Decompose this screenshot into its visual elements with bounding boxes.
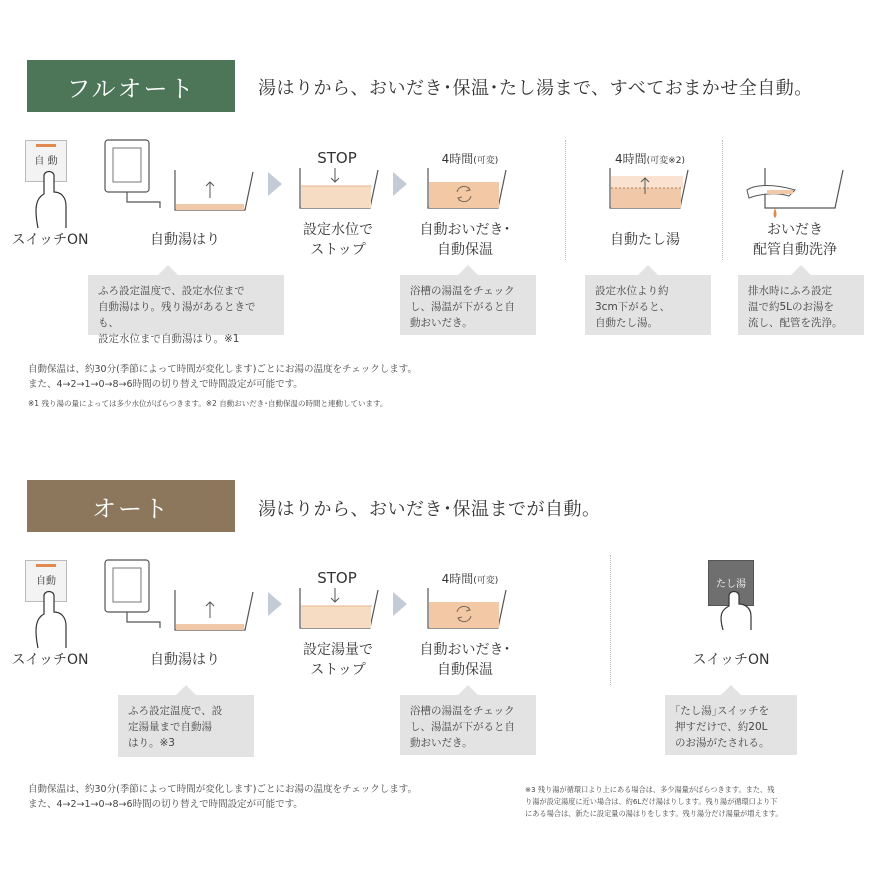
bathtub-full-icon <box>300 168 380 213</box>
keep-label-line1: 自動おいだき･ <box>419 642 511 658</box>
bathtub-reheat-icon <box>428 168 508 213</box>
add-time-value: 4時間 <box>615 152 647 166</box>
keep-label-line2: 自動保温 <box>437 242 493 258</box>
pipe-cleaning-label <box>740 220 850 260</box>
pipe-cleaning-icon <box>745 168 845 223</box>
keep-time-label <box>420 150 520 167</box>
auto-footnote <box>525 784 783 820</box>
switch-indicator <box>36 144 56 147</box>
note-line: 排水時にふろ設定 <box>748 285 832 297</box>
note-add-water-switch <box>665 695 797 755</box>
note-line: 温で約5Lのお湯を <box>748 301 835 313</box>
keep-label <box>410 640 520 680</box>
keep-time-value: 4時間 <box>441 572 474 586</box>
flow-arrow-icon <box>393 172 407 196</box>
keep-time-note: (可変) <box>473 576 499 586</box>
note-auto-reheat <box>400 695 536 755</box>
stop-label-line2: ストップ <box>310 662 366 678</box>
keep-time-note: (可変) <box>473 156 499 166</box>
full-auto-footer <box>28 362 417 392</box>
note-line: 自動湯はり。残り湯があるときでも、 <box>98 301 256 329</box>
bathtub-full-icon <box>300 588 380 633</box>
stop-label-line2: ストップ <box>310 242 366 258</box>
switch-on-caption: スイッチON <box>11 652 89 668</box>
bathtub-reheat-icon <box>428 588 508 633</box>
note-line: 自動たし湯。 <box>595 317 658 329</box>
bathtub-filling-icon <box>175 170 255 215</box>
flow-arrow-icon <box>268 592 282 616</box>
full-auto-footnote: ※1 残り湯の量によっては多少水位がばらつきます。※2 自動おいだき･自動保温の時間と連動しています。 <box>28 399 388 408</box>
flow-arrow-icon <box>268 172 282 196</box>
note-line: 押すだけで、約20L <box>675 721 768 733</box>
section-divider <box>610 555 611 685</box>
full-auto-title-banner: フルオート <box>27 60 235 112</box>
note-line: 3cm下がると、 <box>595 301 671 313</box>
note-line: し、湯温が下がると自 <box>410 301 515 313</box>
section-divider <box>722 140 723 260</box>
footer-line: 自動保温は、約30分(季節によって時間が変化します)ごとにお湯の温度をチェックします。 <box>28 784 417 795</box>
auto-title-banner: オート <box>27 480 235 532</box>
stop-text: STOP <box>317 569 357 587</box>
switch-label: 自 動 <box>34 156 58 167</box>
keep-label <box>410 220 520 260</box>
switch-label: 自動 <box>36 576 56 587</box>
add-water-switch-label: たし湯 <box>716 579 746 590</box>
footnote-line: り湯が設定湯度に近い場合は、約6Lだけ湯はりします。残り湯が循環口より下 <box>525 797 778 806</box>
note-line: 定湯量まで自動湯 <box>128 721 212 733</box>
note-line: 設定水位まで自動湯はり。※1 <box>98 333 240 345</box>
add-time-label <box>600 150 700 167</box>
full-auto-headline: 湯はりから、おいだき･保温･たし湯まで、すべておまかせ全自動。 <box>258 78 813 99</box>
note-line: 動おいだき。 <box>410 317 473 329</box>
note-line: はり。※3 <box>128 737 175 749</box>
add-time-note: (可変※2) <box>646 156 685 166</box>
switch-indicator <box>36 564 56 567</box>
note-auto-fill <box>118 695 254 757</box>
finger-icon <box>715 590 755 632</box>
pipe-cleaning-line2: 配管自動洗浄 <box>753 242 837 258</box>
keep-label-line1: 自動おいだき･ <box>419 222 511 238</box>
note-line: 流し、配管を洗浄。 <box>748 317 843 329</box>
add-water-label: 自動たし湯 <box>610 232 680 248</box>
stop-label-line1: 設定湯量で <box>303 642 373 658</box>
pipe-cleaning-line1: おいだき <box>767 222 823 238</box>
auto-fill-label: 自動湯はり <box>150 652 220 668</box>
footer-line: 自動保温は、約30分(季節によって時間が変化します)ごとにお湯の温度をチェックします。 <box>28 364 417 375</box>
section-divider <box>565 140 566 260</box>
note-auto-fill <box>88 275 284 345</box>
note-line: し、湯温が下がると自 <box>410 721 515 733</box>
finger-icon <box>30 588 70 650</box>
auto-fill-label: 自動湯はり <box>150 232 220 248</box>
note-pipe-cleaning <box>738 275 864 335</box>
note-line: ふろ設定温度で、設 <box>128 705 223 717</box>
stop-text: STOP <box>317 149 357 167</box>
auto-headline: 湯はりから、おいだき･保温までが自動。 <box>258 499 601 520</box>
add-water-switch-caption: スイッチON <box>692 652 770 668</box>
keep-label-line2: 自動保温 <box>437 662 493 678</box>
note-line: 浴槽の湯温をチェック <box>410 285 515 297</box>
finger-icon <box>30 168 70 230</box>
stop-label <box>290 220 386 260</box>
note-line: 設定水位より約 <box>595 285 669 297</box>
bathtub-filling-icon <box>175 590 255 635</box>
footer-line: また、4→2→1→0→8→6時間の切り替えで時間設定が可能です。 <box>28 799 303 810</box>
note-line: ｢たし湯｣スイッチを <box>675 705 770 717</box>
note-auto-reheat <box>400 275 536 335</box>
note-line: のお湯がたされる。 <box>675 737 770 749</box>
footnote-line: にある場合は、新たに設定量の湯はりをします。残り湯分だけ湯量が増えます。 <box>525 809 783 818</box>
keep-time-value: 4時間 <box>441 152 474 166</box>
note-line: ふろ設定温度で、設定水位まで <box>98 285 245 297</box>
note-line: 浴槽の湯温をチェック <box>410 705 515 717</box>
flow-arrow-icon <box>393 592 407 616</box>
stop-label <box>290 640 386 680</box>
note-line: 動おいだき。 <box>410 737 473 749</box>
switch-on-caption: スイッチON <box>11 232 89 248</box>
footer-line: また、4→2→1→0→8→6時間の切り替えで時間設定が可能です。 <box>28 379 303 390</box>
stop-label-line1: 設定水位で <box>303 222 373 238</box>
keep-time-label <box>420 570 520 587</box>
note-auto-add-water <box>585 275 711 335</box>
auto-footer <box>28 782 417 812</box>
bathtub-add-water-icon <box>610 168 690 213</box>
footnote-line: ※3 残り湯が循環口より上にある場合は、多少湯量がばらつきます。また、残 <box>525 785 775 794</box>
